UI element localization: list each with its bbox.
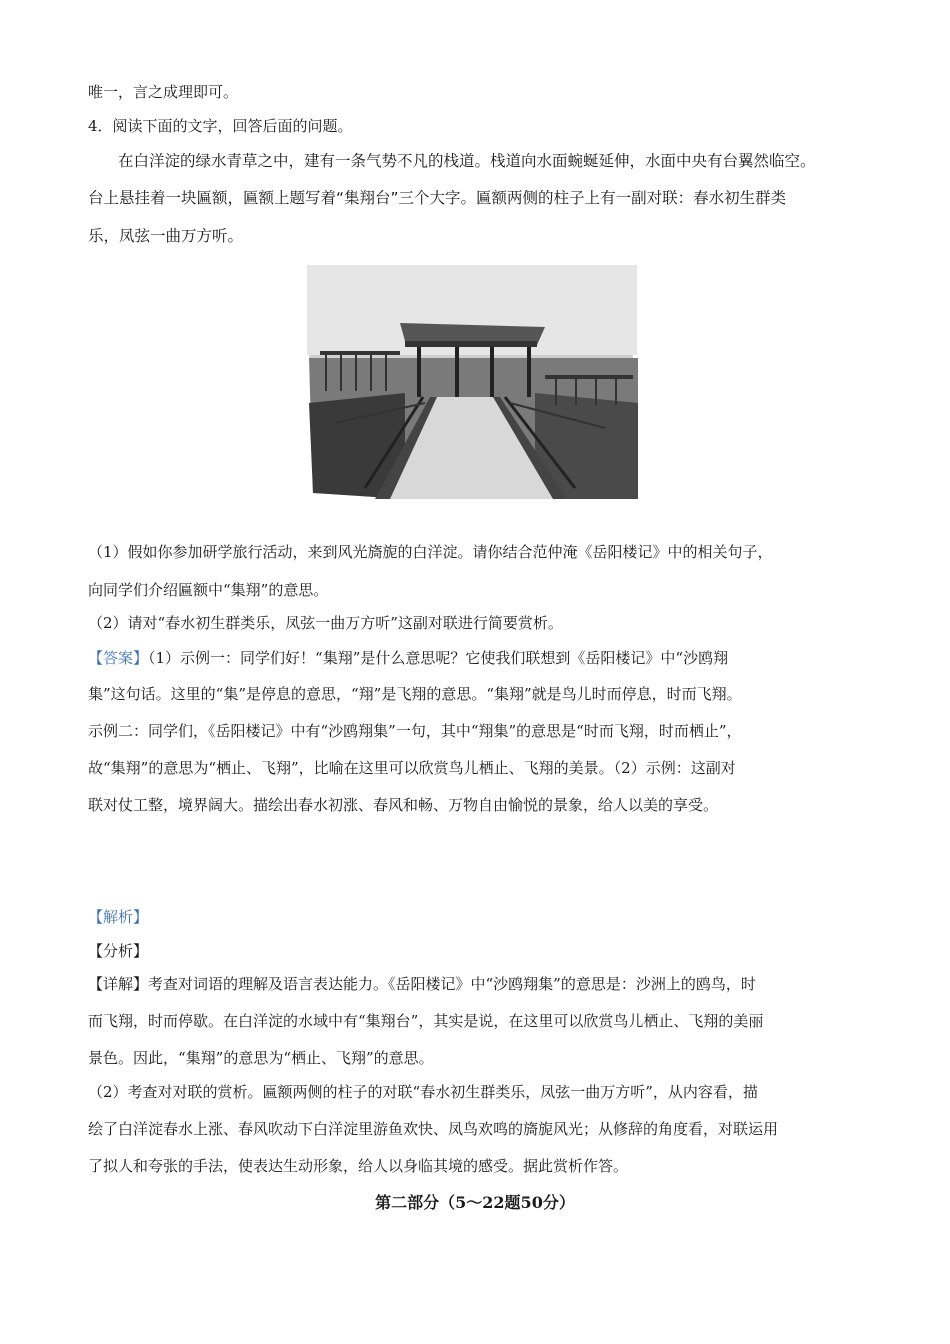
sub-question-1-line-1: （1）假如你参加研学旅行活动，来到风光旖旎的白洋淀。请你结合范仲淹《岳阳楼记》中的相关句子，: [88, 543, 773, 561]
answer-line-4: 故“集翔”的意思为“栖止、飞翔”，比喻在这里可以欣赏鸟儿栖止、飞翔的美景。（2）示例：这副对: [88, 759, 736, 777]
detail-line-4: （2）考查对对联的赏析。匾额两侧的柱子的对联“春水初生群类乐，凤弦一曲万方听”，从内容看，描: [88, 1083, 758, 1101]
detail-line-2: 而飞翔，时而停歇。在白洋淀的水域中有“集翔台”，其实是说，在这里可以欣赏鸟儿栖止、飞翔的美丽: [88, 1012, 764, 1030]
passage-line-3: 乐，凤弦一曲万方听。: [88, 227, 244, 245]
sub-question-2: （2）请对“春水初生群类乐，凤弦一曲万方听”这副对联进行简要赏析。: [88, 614, 563, 632]
detail-line-3: 景色。因此，“集翔”的意思为“栖止、飞翔”的意思。: [88, 1049, 434, 1067]
passage-line-1: 在白洋淀的绿水青草之中，建有一条气势不凡的栈道。栈道向水面蜿蜒延伸，水面中央有台翼然临空。: [118, 152, 816, 170]
section-title: 第二部分（5～22题50分）: [375, 1193, 575, 1212]
detail-line-1: [88, 974, 756, 994]
answer-tag: 【答案】: [88, 649, 149, 667]
analysis-tag: 【解析】: [88, 908, 149, 926]
answer-line-1: [88, 648, 728, 668]
answer-line-2: 集”这句话。这里的“集”是停息的意思，“翔”是飞翔的意思。“集翔”就是鸟儿时而停息，时而飞翔。: [88, 685, 742, 703]
line-intro: 唯一，言之成理即可。: [88, 83, 239, 101]
detail-tag: 【详解】: [88, 975, 149, 993]
detail-line-5: 绘了白洋淀春水上涨、春风吹动下白洋淀里游鱼欢快、凤鸟欢鸣的旖旎风光；从修辞的角度看，对联运用: [88, 1120, 779, 1138]
boardwalk-photo: [305, 263, 640, 501]
question-4-heading: 4．阅读下面的文字，回答后面的问题。: [88, 117, 353, 135]
sub-question-1-line-2: 向同学们介绍匾额中“集翔”的意思。: [88, 581, 329, 599]
passage-line-2: 台上悬挂着一块匾额，匾额上题写着“集翔台”三个大字。匾额两侧的柱子上有一副对联：春水初生群类: [88, 189, 787, 207]
detail-text-1: 考查对词语的理解及语言表达能力。《岳阳楼记》中“沙鸥翔集”的意思是：沙洲上的鸥鸟，时: [148, 975, 756, 993]
detail-line-6: 了拟人和夸张的手法，使表达生动形象，给人以身临其境的感受。据此赏析作答。: [88, 1157, 629, 1175]
answer-line-3: 示例二：同学们，《岳阳楼记》中有“沙鸥翔集”一句，其中“翔集”的意思是“时而飞翔，时而栖止”，: [88, 722, 742, 740]
answer-line-5: 联对仗工整，境界阔大。描绘出春水初涨、春风和畅、万物自由愉悦的景象，给人以美的享受。: [88, 796, 719, 814]
fenxi-tag: 【分析】: [88, 942, 149, 960]
answer-text-1: （1）示例一：同学们好！“集翔”是什么意思呢？它使我们联想到《岳阳楼记》中“沙鸥翔: [148, 649, 729, 667]
